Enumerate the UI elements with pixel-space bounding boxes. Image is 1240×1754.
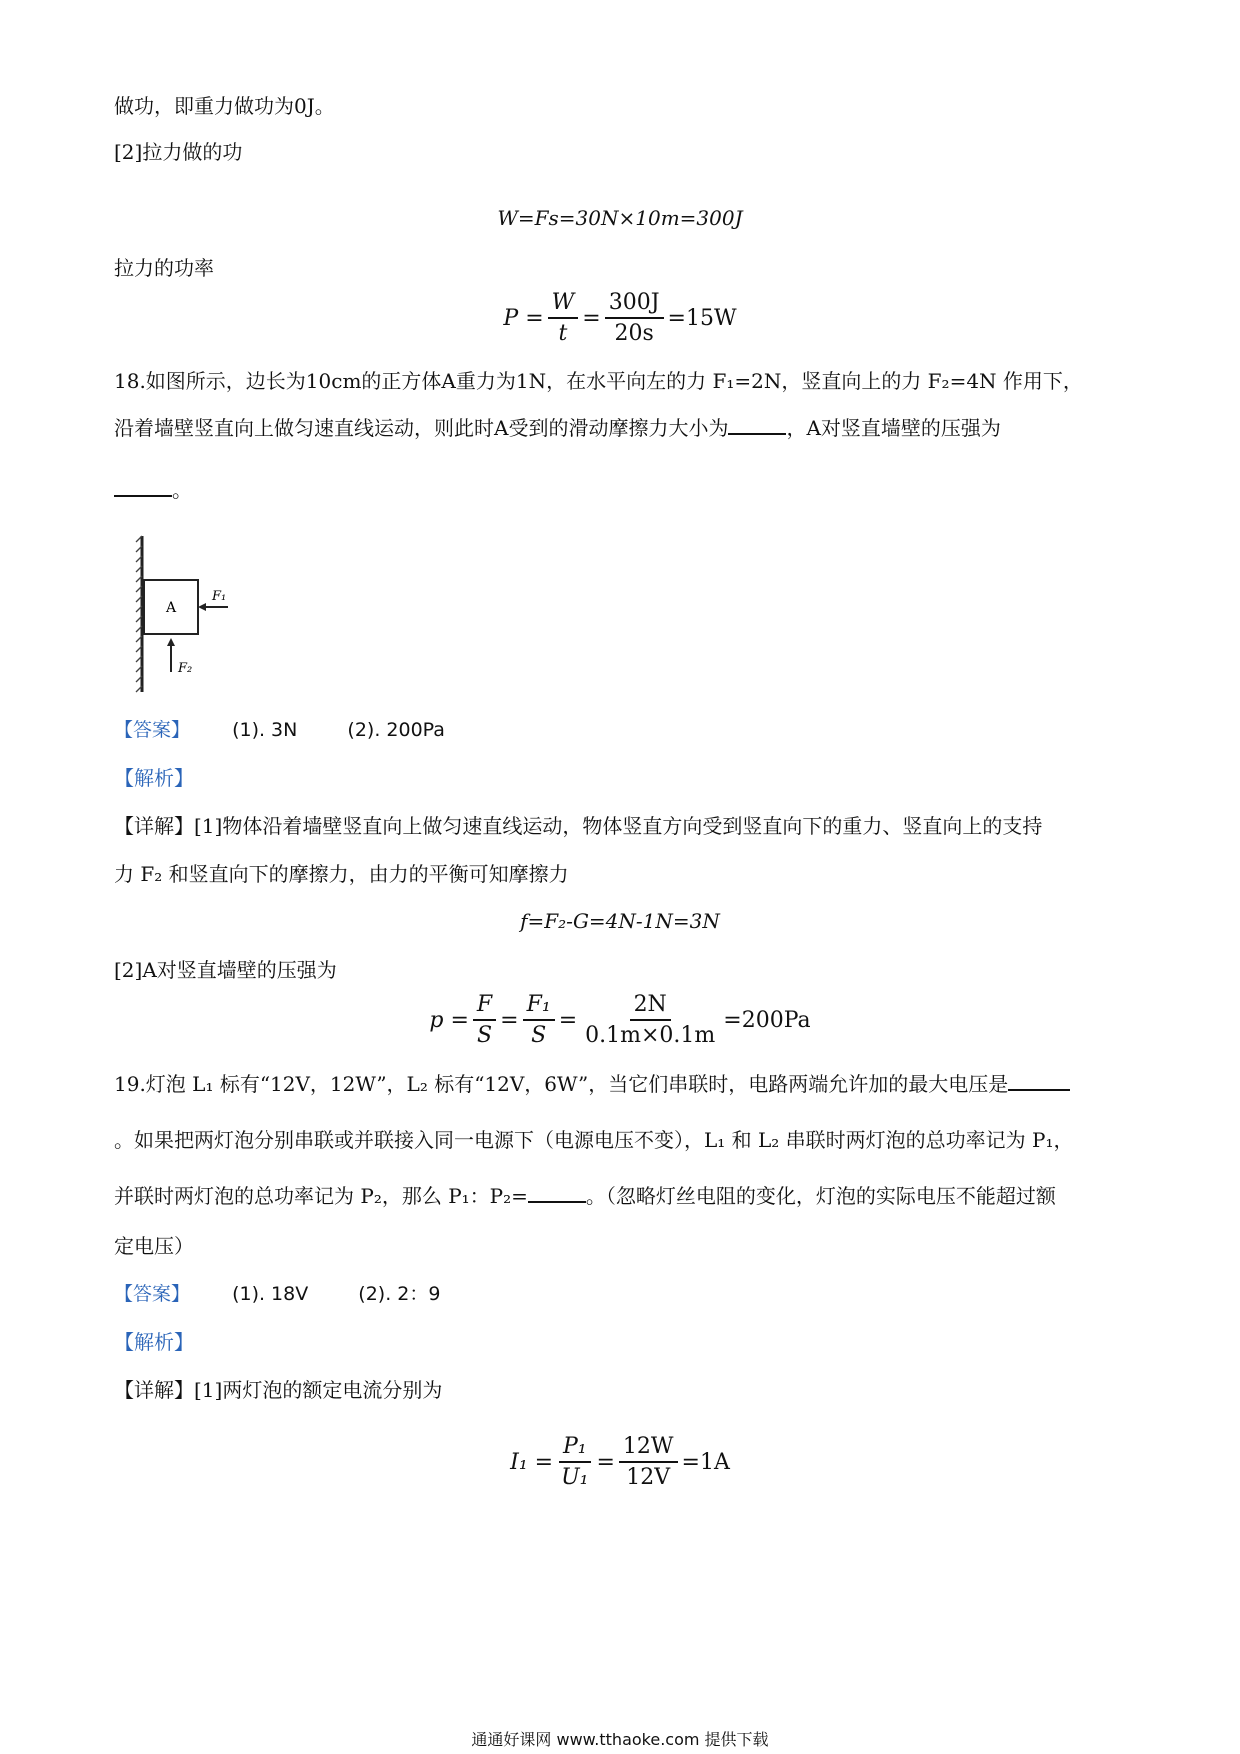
fraction: $\frac{2N}{0.1m\times 0.1m}$ — [585, 992, 716, 1048]
answer-tag: 【答案】 — [114, 1283, 191, 1305]
equation-work: W=Fs=30N×10m=300J — [497, 206, 743, 230]
detail-tag: 【详解】 — [114, 814, 194, 838]
equation-current: I₁ = $\frac{\text{P₁}}{\text{U₁}}$ = $\frac{12W}{12V}$ =1A — [510, 1434, 730, 1490]
fraction: $\frac{12W}{12V}$ — [619, 1434, 678, 1490]
detail-18-line: [2]A对竖直墙壁的压强为 — [114, 958, 337, 982]
question-18-line: 沿着墙壁竖直向上做匀速直线运动，则此时A受到的滑动摩擦力大小为 ，A对竖直墙壁的压强为 — [114, 416, 1001, 440]
fraction: $\frac{\text{F₁}}{S}$ — [523, 992, 555, 1048]
answer-blank — [728, 415, 786, 435]
text-line: 拉力的功率 — [114, 256, 214, 280]
question-19-line: 定电压） — [114, 1234, 194, 1258]
answer-19: 【答案】 (1). 18V (2). 2：9 — [114, 1283, 441, 1305]
question-19-line: 并联时两灯泡的总功率记为 P₂，那么 P₁：P₂= 。（忽略灯丝电阻的变化，灯泡的实际电压不能超过额 — [114, 1184, 1056, 1208]
analysis-tag: 【解析】 — [114, 1330, 194, 1354]
f2-arrowhead — [167, 638, 175, 646]
f1-label: F₁ — [212, 589, 227, 604]
eq-rhs: =15W — [667, 305, 737, 331]
analysis-18 — [114, 764, 194, 792]
answer-18: 【答案】 (1). 3N (2). 200Pa — [114, 719, 445, 741]
answer-tag: 【答案】 — [114, 719, 191, 741]
f2-label: F₂ — [178, 661, 193, 676]
fraction: $\frac{300J}{20s}$ — [605, 290, 664, 346]
analysis-19 — [114, 1328, 194, 1356]
footer-watermark: 通通好课网 www.tthaoke.com 提供下载 — [471, 1730, 769, 1749]
question-19-line: 。如果把两灯泡分别串联或并联接入同一电源下（电源电压不变），L₁ 和 L₂ 串联时两灯泡的总功率记为 P₁， — [114, 1128, 1074, 1152]
question-18-line: 。 — [114, 476, 192, 504]
eq-lhs: P = — [503, 305, 544, 331]
equation-friction: f=F₂-G=4N-1N=3N — [520, 909, 720, 933]
question-18-line: 18.如图所示，边长为10cm的正方体A重力为1N，在水平向左的力 F₁=2N，竖直向上的力 F₂=4N 作用下， — [114, 369, 1083, 393]
fraction: $\frac{W}{t}$ — [548, 290, 579, 346]
detail-tag: 【详解】 — [114, 1378, 194, 1402]
wall-block-figure — [130, 534, 240, 694]
fraction: $\frac{\text{P₁}}{\text{U₁}}$ — [557, 1434, 592, 1490]
equation-power: P = $\frac{W}{t}$ = $\frac{300J}{20s}$ =15W — [503, 290, 737, 346]
equation-pressure: p = $\frac{F}{S}$ = $\frac{\text{F₁}}{S}$ = $\frac{2N}{0.1m\times 0.1m}$ =200Pa — [429, 992, 811, 1048]
f1-arrowhead — [198, 603, 206, 611]
answer-blank — [114, 477, 172, 497]
fraction: $\frac{F}{S}$ — [473, 992, 496, 1048]
block-label: A — [165, 600, 177, 616]
answer-blank — [528, 1183, 586, 1203]
text-line: [2]拉力做的功 — [114, 140, 243, 164]
detail-18-line: 【详解】[1]物体沿着墙壁竖直向上做匀速直线运动，物体竖直方向受到竖直向下的重力、竖直向上的支持 — [114, 814, 1043, 838]
answer-blank — [1008, 1071, 1070, 1091]
text-line: 做功，即重力做功为0J。 — [114, 94, 335, 118]
detail-19-line: 【详解】[1]两灯泡的额定电流分别为 — [114, 1378, 443, 1402]
analysis-tag: 【解析】 — [114, 766, 194, 790]
detail-18-line: 力 F₂ 和竖直向下的摩擦力，由力的平衡可知摩擦力 — [114, 862, 569, 886]
question-19-line: 19.灯泡 L₁ 标有“12V，12W”，L₂ 标有“12V，6W”，当它们串联时，电路两端允许加的最大电压是 — [114, 1070, 1070, 1098]
